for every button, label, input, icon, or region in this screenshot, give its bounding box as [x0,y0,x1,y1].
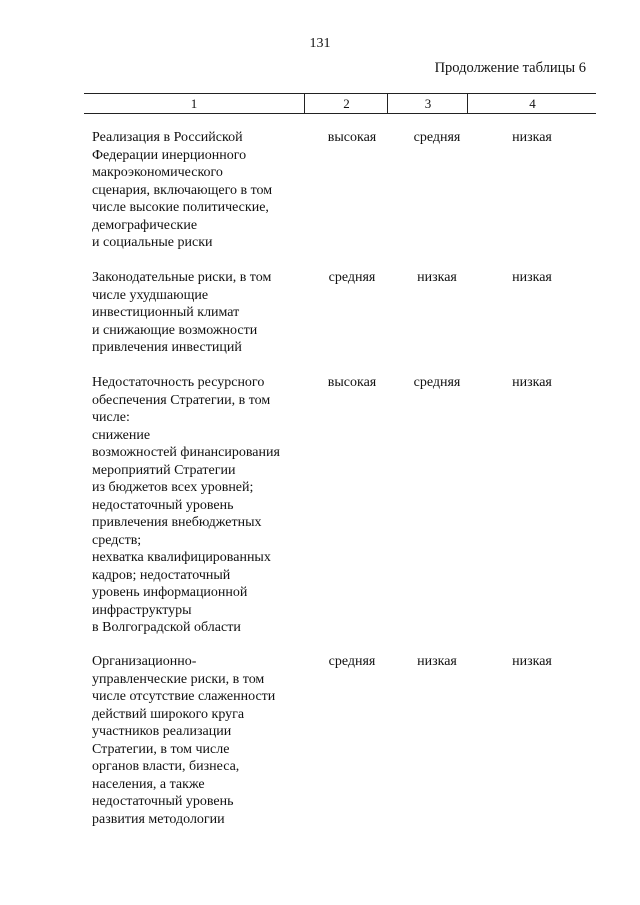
risk-level-col3: низкая [417,270,457,285]
risk-table [84,93,596,827]
risk-level-col3: средняя [413,130,461,145]
risk-description: Законодательные риски, в том числе ухудшающие инвестиционный климат и снижающие возможности привлечения инвестиций [92,270,272,355]
risk-level-col4: низкая [512,270,552,285]
column-header-3: 3 [387,94,468,113]
risk-description: Реализация в Российской Федерации инерционного макроэкономического сценария, включающего в том числе высокие политические, демографические и социальные риски [92,130,273,250]
column-header-2: 2 [304,94,388,113]
risk-level-col2: средняя [328,270,376,285]
risk-level-col2: высокая [327,130,377,145]
column-header-4: 4 [467,94,597,113]
risk-level-col4: низкая [512,130,552,145]
table-header-row [84,93,596,114]
table-continuation-label: Продолжение таблицы 6 [434,60,586,76]
risk-level-col4: низкая [512,375,552,390]
risk-level-col2: средняя [328,654,376,669]
risk-level-col3: средняя [413,375,461,390]
risk-description: Недостаточность ресурсного обеспечения Стратегии, в том числе: снижение возможностей финансирования мероприятий Стратегии из бюджетов всех уровней; недостаточный уровень привлечения внебюджетных средств; нехватка квалифицированных кадров; недостаточный уровень информационной инфраструктуры в Волгоградской области [92,375,280,635]
column-header-1: 1 [190,96,198,111]
page-number: 131 [309,36,331,51]
risk-level-col4: низкая [512,654,552,669]
risk-description: Организационно- управленческие риски, в том числе отсутствие слаженности действий широкого круга участников реализации Стратегии, в том числе органов власти, бизнеса, населения, а также недостаточный уровень развития методологии [92,654,276,827]
risk-level-col2: высокая [327,375,377,390]
risk-level-col3: низкая [417,654,457,669]
